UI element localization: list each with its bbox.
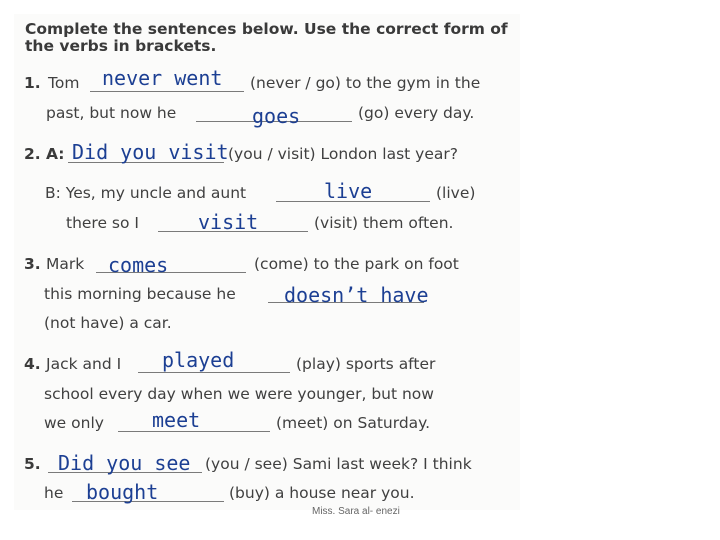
sentence-4-text: school every day when we were younger, but now <box>44 385 434 403</box>
sentence-5-text: (you / see) Sami last week? I think <box>205 455 472 473</box>
sentence-4-text: Jack and I <box>46 355 122 373</box>
answer-9: meet <box>152 408 201 432</box>
author-credit: Miss. Sara al- enezi <box>312 506 400 517</box>
answer-6: comes <box>108 253 169 277</box>
sentence-5-text: (buy) a house near you. <box>229 484 415 502</box>
sentence-2-text: (live) <box>436 184 476 202</box>
sentence-3-text: (come) to the park on foot <box>254 255 459 273</box>
sentence-4-text: (meet) on Saturday. <box>276 414 431 432</box>
item-number-2: 2. <box>24 145 41 163</box>
sentence-2-text: (visit) them often. <box>314 214 454 232</box>
sentence-2-text: B: Yes, my uncle and aunt <box>45 184 247 202</box>
sentence-3-text: this morning because he <box>44 285 236 303</box>
sentence-4-text: (play) sports after <box>296 355 436 373</box>
sentence-1-text: (never / go) to the gym in the <box>250 74 481 92</box>
answer-blank-8 <box>138 372 290 373</box>
item-number-5: 5. <box>24 455 41 473</box>
sentence-1-text: Tom <box>48 74 80 92</box>
answer-3: Did you visit <box>72 140 229 164</box>
item-number-1: 1. <box>24 74 41 92</box>
answer-4: live <box>324 179 373 203</box>
sentence-3-text: Mark <box>46 255 85 273</box>
answer-7: doesn’t have <box>284 283 429 307</box>
speaker-a-label: A: <box>46 145 65 163</box>
answer-10: Did you see <box>58 451 191 475</box>
sentence-1-text: past, but now he <box>46 104 177 122</box>
item-number-3: 3. <box>24 255 41 273</box>
sentence-4-text: we only <box>44 414 104 432</box>
answer-5: visit <box>198 210 259 234</box>
sentence-2-text: (you / visit) London last year? <box>228 145 458 163</box>
sentence-1-text: (go) every day. <box>358 104 475 122</box>
instructions-line-1: Complete the sentences below. Use the correct form of <box>25 20 508 38</box>
answer-1: never went <box>102 66 223 90</box>
item-number-4: 4. <box>24 355 41 373</box>
answer-11: bought <box>86 480 159 504</box>
sentence-2-text: there so I <box>66 214 139 232</box>
answer-blank-1 <box>90 91 244 92</box>
instructions-line-2: the verbs in brackets. <box>25 37 217 55</box>
answer-8: played <box>162 348 235 372</box>
answer-2: goes <box>252 104 301 128</box>
sentence-3-text: (not have) a car. <box>44 314 172 332</box>
sentence-5-text: he <box>44 484 64 502</box>
